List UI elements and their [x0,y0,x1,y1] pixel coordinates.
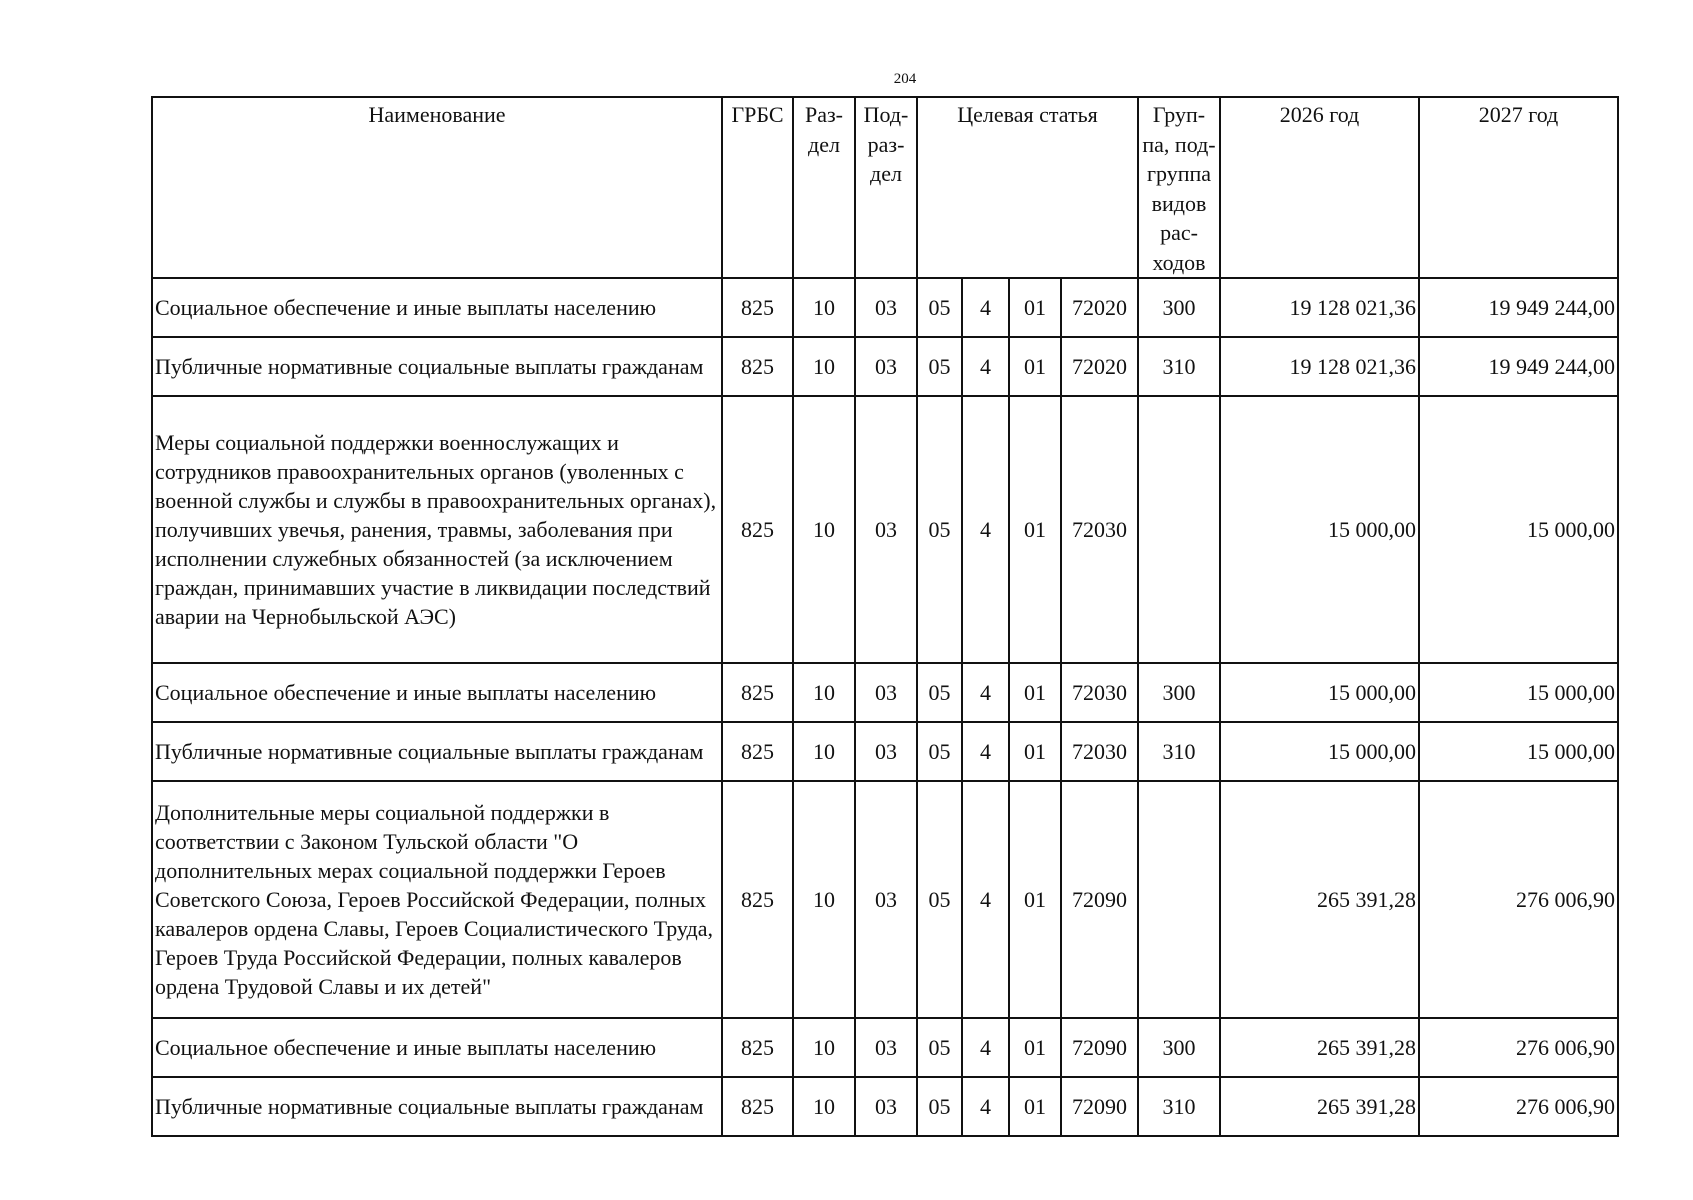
table-row [152,396,1618,663]
row-podrazdel: 03 [855,396,917,663]
row-amount-2027: 19 949 244,00 [1419,278,1618,337]
row-razdel: 10 [793,781,855,1018]
row-razdel: 10 [793,722,855,781]
page-number: 204 [893,71,917,87]
row-amount-2027: 15 000,00 [1419,396,1618,663]
table-row [152,722,1618,781]
row-podrazdel: 03 [855,781,917,1018]
row-target-type: 4 [962,663,1009,722]
row-razdel: 10 [793,663,855,722]
table-header-row [152,97,1618,278]
row-name: Социальное обеспечение и иные выплаты населению [152,1018,722,1077]
row-target-type: 4 [962,781,1009,1018]
row-target-direction: 72030 [1061,722,1138,781]
row-target-program: 05 [917,337,962,396]
row-name: Социальное обеспечение и иные выплаты населению [152,663,722,722]
row-amount-2026: 15 000,00 [1220,663,1419,722]
row-grbs: 825 [722,1018,793,1077]
row-razdel: 10 [793,337,855,396]
row-podrazdel: 03 [855,1018,917,1077]
row-group: 310 [1138,722,1220,781]
row-target-direction: 72090 [1061,781,1138,1018]
row-amount-2026: 265 391,28 [1220,1018,1419,1077]
row-group: 300 [1138,278,1220,337]
row-amount-2027: 15 000,00 [1419,663,1618,722]
row-name: Публичные нормативные социальные выплаты гражданам [152,337,722,396]
row-target-direction: 72020 [1061,278,1138,337]
row-target-subprogram: 01 [1009,396,1061,663]
row-grbs: 825 [722,278,793,337]
row-amount-2026: 19 128 021,36 [1220,337,1419,396]
header-razdel: Раз- дел [793,97,855,278]
row-razdel: 10 [793,1077,855,1136]
row-amount-2026: 19 128 021,36 [1220,278,1419,337]
row-target-type: 4 [962,337,1009,396]
row-target-program: 05 [917,1077,962,1136]
row-grbs: 825 [722,337,793,396]
table-row [152,1077,1618,1136]
table-row [152,663,1618,722]
row-name: Социальное обеспечение и иные выплаты населению [152,278,722,337]
row-grbs: 825 [722,781,793,1018]
row-target-subprogram: 01 [1009,337,1061,396]
row-amount-2027: 15 000,00 [1419,722,1618,781]
table-row [152,337,1618,396]
row-amount-2027: 276 006,90 [1419,1018,1618,1077]
row-target-type: 4 [962,722,1009,781]
row-group: 300 [1138,1018,1220,1077]
table-row [152,781,1618,1018]
row-target-program: 05 [917,663,962,722]
row-amount-2027: 276 006,90 [1419,781,1618,1018]
row-grbs: 825 [722,663,793,722]
row-target-program: 05 [917,1018,962,1077]
header-grbs: ГРБС [722,97,793,278]
budget-table [151,96,1619,1137]
row-target-type: 4 [962,1018,1009,1077]
row-target-program: 05 [917,396,962,663]
row-target-type: 4 [962,396,1009,663]
row-name: Меры социальной поддержки военнослужащих и сотрудников правоохранительных органов (уволенных с военной службы и службы в правоохранительных органах), получивших увечья, ранения, травмы, заболевания при исполнении служебных обязанностей (за исключением граждан, принимавших участие в ликвидации последствий аварии на Чернобыльской АЭС) [152,396,722,663]
table-row [152,1018,1618,1077]
row-target-program: 05 [917,278,962,337]
row-group [1138,396,1220,663]
row-target-type: 4 [962,1077,1009,1136]
row-grbs: 825 [722,396,793,663]
row-target-type: 4 [962,278,1009,337]
row-target-subprogram: 01 [1009,1018,1061,1077]
row-podrazdel: 03 [855,722,917,781]
row-target-program: 05 [917,781,962,1018]
row-grbs: 825 [722,1077,793,1136]
row-target-direction: 72020 [1061,337,1138,396]
row-name: Публичные нормативные социальные выплаты гражданам [152,1077,722,1136]
row-podrazdel: 03 [855,1077,917,1136]
row-target-program: 05 [917,722,962,781]
row-target-subprogram: 01 [1009,1077,1061,1136]
row-group: 310 [1138,1077,1220,1136]
row-target-direction: 72030 [1061,663,1138,722]
row-target-direction: 72090 [1061,1018,1138,1077]
row-amount-2026: 265 391,28 [1220,781,1419,1018]
header-podrazdel: Под- раз- дел [855,97,917,278]
header-name: Наименование [152,97,722,278]
row-name: Публичные нормативные социальные выплаты гражданам [152,722,722,781]
row-target-subprogram: 01 [1009,278,1061,337]
row-amount-2027: 276 006,90 [1419,1077,1618,1136]
row-razdel: 10 [793,278,855,337]
row-target-subprogram: 01 [1009,663,1061,722]
header-2027: 2027 год [1419,97,1618,278]
row-amount-2026: 265 391,28 [1220,1077,1419,1136]
row-target-subprogram: 01 [1009,781,1061,1018]
header-group: Груп- па, под- группа видов рас- ходов [1138,97,1220,278]
row-podrazdel: 03 [855,663,917,722]
row-amount-2026: 15 000,00 [1220,396,1419,663]
row-amount-2026: 15 000,00 [1220,722,1419,781]
row-razdel: 10 [793,1018,855,1077]
row-grbs: 825 [722,722,793,781]
header-2026: 2026 год [1220,97,1419,278]
row-target-direction: 72030 [1061,396,1138,663]
table-row [152,278,1618,337]
row-razdel: 10 [793,396,855,663]
row-group: 300 [1138,663,1220,722]
row-group: 310 [1138,337,1220,396]
row-name: Дополнительные меры социальной поддержки в соответствии с Законом Тульской области "О дополнительных мерах социальной поддержки Героев Советского Союза, Героев Российской Федерации, полных кавалеров ордена Славы, Героев Социалистического Труда, Героев Труда Российской Федерации, полных кавалеров ордена Трудовой Славы и их детей" [152,781,722,1018]
row-group [1138,781,1220,1018]
row-target-subprogram: 01 [1009,722,1061,781]
row-target-direction: 72090 [1061,1077,1138,1136]
row-podrazdel: 03 [855,337,917,396]
row-amount-2027: 19 949 244,00 [1419,337,1618,396]
header-target: Целевая статья [917,97,1138,278]
row-podrazdel: 03 [855,278,917,337]
